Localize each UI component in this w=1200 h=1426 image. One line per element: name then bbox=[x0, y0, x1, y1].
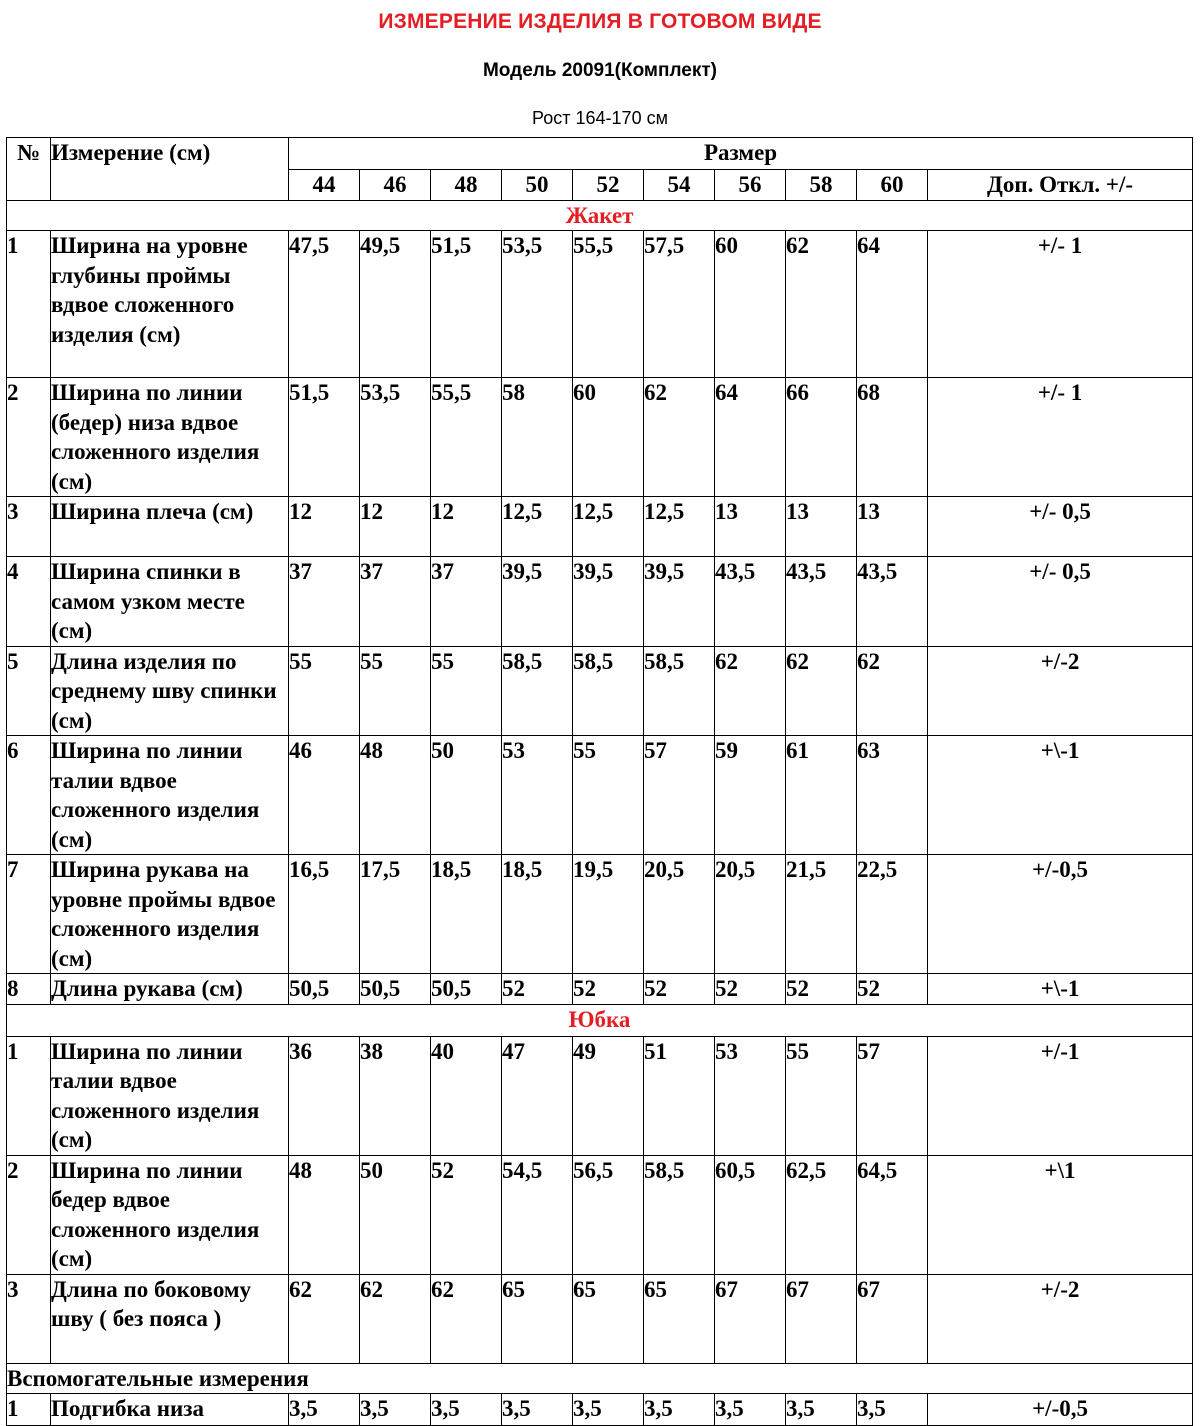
section-row bbox=[7, 1004, 1193, 1036]
measurement-value: 52 bbox=[431, 1155, 502, 1274]
measurement-table bbox=[6, 137, 1193, 1426]
measurement-value: 55 bbox=[289, 646, 360, 736]
measurement-value: 57,5 bbox=[644, 231, 715, 378]
measurement-value: 57 bbox=[644, 736, 715, 855]
measurement-name: Длина по боковому шву ( без пояса ) bbox=[51, 1274, 289, 1363]
measurement-value: 55 bbox=[786, 1036, 857, 1155]
measurement-value: 61 bbox=[786, 736, 857, 855]
row-number: 3 bbox=[7, 1274, 51, 1363]
measurement-value: 51 bbox=[644, 1036, 715, 1155]
measurement-value: 58,5 bbox=[573, 646, 644, 736]
measurement-value: 13 bbox=[715, 497, 786, 557]
aux-section-title: Вспомогательные измерения bbox=[7, 1363, 1193, 1394]
table-row bbox=[7, 231, 1193, 378]
measurement-name: Ширина рукава на уровне проймы вдвое сложенного изделия (см) bbox=[51, 855, 289, 974]
measurement-name: Ширина по линии (бедер) низа вдвое сложенного изделия (см) bbox=[51, 378, 289, 497]
measurement-value: 50,5 bbox=[289, 974, 360, 1005]
row-number: 6 bbox=[7, 736, 51, 855]
measurement-value: 52 bbox=[644, 974, 715, 1005]
size-header: 50 bbox=[502, 170, 573, 201]
measurement-value: 58 bbox=[502, 378, 573, 497]
size-header: 60 bbox=[857, 170, 928, 201]
measurement-name: Ширина спинки в самом узком месте (см) bbox=[51, 557, 289, 647]
measurement-value: 66 bbox=[786, 378, 857, 497]
measurement-name: Ширина по линии талии вдвое сложенного изделия (см) bbox=[51, 736, 289, 855]
measurement-name: Ширина по линии бедер вдвое сложенного изделия (см) bbox=[51, 1155, 289, 1274]
measurement-value: 49,5 bbox=[360, 231, 431, 378]
measurement-value: 65 bbox=[573, 1274, 644, 1363]
measurement-value: 58,5 bbox=[502, 646, 573, 736]
table-row bbox=[7, 557, 1193, 647]
measurement-value: 13 bbox=[857, 497, 928, 557]
tolerance-value: +/-0,5 bbox=[928, 855, 1193, 974]
measurement-value: 47 bbox=[502, 1036, 573, 1155]
measurement-value: 59 bbox=[715, 736, 786, 855]
measurement-value: 19,5 bbox=[573, 855, 644, 974]
size-header: 58 bbox=[786, 170, 857, 201]
measurement-value: 52 bbox=[715, 974, 786, 1005]
measurement-value: 51,5 bbox=[289, 378, 360, 497]
tolerance-value: +/- 1 bbox=[928, 231, 1193, 378]
measurement-value: 37 bbox=[431, 557, 502, 647]
measurement-name: Длина изделия по среднему шву спинки (см) bbox=[51, 646, 289, 736]
measurement-value: 57 bbox=[857, 1036, 928, 1155]
row-number: 1 bbox=[7, 231, 51, 378]
tolerance-value: +/- 0,5 bbox=[928, 557, 1193, 647]
measurement-value: 3,5 bbox=[502, 1394, 573, 1426]
size-header: 56 bbox=[715, 170, 786, 201]
aux-title-row bbox=[7, 1363, 1193, 1394]
table-row bbox=[7, 1394, 1193, 1426]
measurement-value: 53,5 bbox=[502, 231, 573, 378]
measurement-value: 18,5 bbox=[431, 855, 502, 974]
measurement-value: 37 bbox=[360, 557, 431, 647]
measurement-value: 64 bbox=[715, 378, 786, 497]
measurement-value: 3,5 bbox=[289, 1394, 360, 1426]
measurement-value: 64 bbox=[857, 231, 928, 378]
measurement-value: 50 bbox=[360, 1155, 431, 1274]
measurement-value: 53,5 bbox=[360, 378, 431, 497]
measurement-value: 12 bbox=[360, 497, 431, 557]
measurement-value: 52 bbox=[502, 974, 573, 1005]
measurement-value: 36 bbox=[289, 1036, 360, 1155]
measurement-value: 58,5 bbox=[644, 1155, 715, 1274]
section-title: Юбка bbox=[7, 1004, 1193, 1036]
measurement-value: 3,5 bbox=[786, 1394, 857, 1426]
measurement-value: 39,5 bbox=[644, 557, 715, 647]
measurement-value: 50,5 bbox=[360, 974, 431, 1005]
measurement-value: 56,5 bbox=[573, 1155, 644, 1274]
measurement-value: 48 bbox=[289, 1155, 360, 1274]
table-row bbox=[7, 974, 1193, 1005]
measurement-value: 58,5 bbox=[644, 646, 715, 736]
size-header: 54 bbox=[644, 170, 715, 201]
measurement-value: 12,5 bbox=[502, 497, 573, 557]
measurement-value: 12 bbox=[289, 497, 360, 557]
measurement-value: 52 bbox=[573, 974, 644, 1005]
measurement-value: 3,5 bbox=[857, 1394, 928, 1426]
row-number: 2 bbox=[7, 378, 51, 497]
row-number: 5 bbox=[7, 646, 51, 736]
measurement-value: 3,5 bbox=[431, 1394, 502, 1426]
tolerance-value: +\-1 bbox=[928, 736, 1193, 855]
measurement-value: 22,5 bbox=[857, 855, 928, 974]
measurement-value: 63 bbox=[857, 736, 928, 855]
header-row-1 bbox=[7, 138, 1193, 170]
measurement-value: 46 bbox=[289, 736, 360, 855]
measurement-value: 62 bbox=[786, 231, 857, 378]
row-number: 1 bbox=[7, 1394, 51, 1426]
measurement-value: 39,5 bbox=[573, 557, 644, 647]
row-number: 4 bbox=[7, 557, 51, 647]
measurement-value: 65 bbox=[502, 1274, 573, 1363]
measurement-value: 62 bbox=[289, 1274, 360, 1363]
tolerance-value: +\1 bbox=[928, 1155, 1193, 1274]
measurement-value: 3,5 bbox=[644, 1394, 715, 1426]
measurement-value: 62 bbox=[786, 646, 857, 736]
measurement-value: 3,5 bbox=[715, 1394, 786, 1426]
measurement-value: 48 bbox=[360, 736, 431, 855]
table-body bbox=[7, 138, 1193, 1426]
measurement-value: 65 bbox=[644, 1274, 715, 1363]
measurement-value: 13 bbox=[786, 497, 857, 557]
measurement-value: 43,5 bbox=[715, 557, 786, 647]
tolerance-value: +/-2 bbox=[928, 646, 1193, 736]
measurement-value: 3,5 bbox=[360, 1394, 431, 1426]
tolerance-value: +/- 1 bbox=[928, 378, 1193, 497]
col-measure-header: Измерение (см) bbox=[51, 138, 289, 201]
col-size-header: Размер bbox=[289, 138, 1193, 170]
measurement-value: 20,5 bbox=[715, 855, 786, 974]
measurement-name: Длина рукава (см) bbox=[51, 974, 289, 1005]
measurement-value: 62 bbox=[431, 1274, 502, 1363]
measurement-value: 67 bbox=[715, 1274, 786, 1363]
tolerance-value: +/-2 bbox=[928, 1274, 1193, 1363]
size-header: 52 bbox=[573, 170, 644, 201]
tolerance-value: +/-1 bbox=[928, 1036, 1193, 1155]
measurement-value: 55 bbox=[360, 646, 431, 736]
measurement-value: 64,5 bbox=[857, 1155, 928, 1274]
measurement-value: 68 bbox=[857, 378, 928, 497]
measurement-value: 55,5 bbox=[573, 231, 644, 378]
measurement-value: 60,5 bbox=[715, 1155, 786, 1274]
measurement-value: 51,5 bbox=[431, 231, 502, 378]
measurement-name: Подгибка низа bbox=[51, 1394, 289, 1426]
section-title: Жакет bbox=[7, 200, 1193, 231]
measurement-value: 18,5 bbox=[502, 855, 573, 974]
measurement-value: 16,5 bbox=[289, 855, 360, 974]
measurement-value: 55 bbox=[431, 646, 502, 736]
measurement-value: 40 bbox=[431, 1036, 502, 1155]
measurement-value: 60 bbox=[573, 378, 644, 497]
col-num-header: № bbox=[7, 138, 51, 201]
measurement-value: 12 bbox=[431, 497, 502, 557]
measurement-value: 39,5 bbox=[502, 557, 573, 647]
table-row bbox=[7, 378, 1193, 497]
measurement-value: 50,5 bbox=[431, 974, 502, 1005]
row-number: 7 bbox=[7, 855, 51, 974]
table-row bbox=[7, 855, 1193, 974]
measurement-value: 43,5 bbox=[857, 557, 928, 647]
tolerance-value: +\-1 bbox=[928, 974, 1193, 1005]
measurement-value: 62 bbox=[857, 646, 928, 736]
measurement-value: 47,5 bbox=[289, 231, 360, 378]
table-row bbox=[7, 646, 1193, 736]
measurement-value: 62 bbox=[715, 646, 786, 736]
measurement-name: Ширина плеча (см) bbox=[51, 497, 289, 557]
table-row bbox=[7, 736, 1193, 855]
size-header: 46 bbox=[360, 170, 431, 201]
measurement-name: Ширина на уровне глубины проймы вдвое сложенного изделия (см) bbox=[51, 231, 289, 378]
measurement-value: 53 bbox=[715, 1036, 786, 1155]
measurement-value: 20,5 bbox=[644, 855, 715, 974]
section-row bbox=[7, 200, 1193, 231]
measurement-value: 55,5 bbox=[431, 378, 502, 497]
tolerance-value: +/- 0,5 bbox=[928, 497, 1193, 557]
measurement-value: 60 bbox=[715, 231, 786, 378]
measurement-value: 53 bbox=[502, 736, 573, 855]
model-label: Модель 20091(Комплект) bbox=[482, 60, 717, 81]
measurement-value: 67 bbox=[857, 1274, 928, 1363]
measurement-name: Ширина по линии талии вдвое сложенного изделия (см) bbox=[51, 1036, 289, 1155]
table-row bbox=[7, 1036, 1193, 1155]
measurement-value: 67 bbox=[786, 1274, 857, 1363]
size-header: 48 bbox=[431, 170, 502, 201]
document-title: ИЗМЕРЕНИЕ ИЗДЕЛИЯ В ГОТОВОМ ВИДЕ bbox=[378, 10, 822, 33]
table-row bbox=[7, 1155, 1193, 1274]
size-header: 44 bbox=[289, 170, 360, 201]
measurement-value: 55 bbox=[573, 736, 644, 855]
table-row bbox=[7, 1274, 1193, 1363]
measurement-value: 17,5 bbox=[360, 855, 431, 974]
measurement-value: 3,5 bbox=[573, 1394, 644, 1426]
measurement-value: 12,5 bbox=[573, 497, 644, 557]
row-number: 1 bbox=[7, 1036, 51, 1155]
row-number: 2 bbox=[7, 1155, 51, 1274]
row-number: 3 bbox=[7, 497, 51, 557]
measurement-value: 54,5 bbox=[502, 1155, 573, 1274]
measurement-value: 21,5 bbox=[786, 855, 857, 974]
measurement-value: 37 bbox=[289, 557, 360, 647]
measurement-value: 50 bbox=[431, 736, 502, 855]
measurement-value: 49 bbox=[573, 1036, 644, 1155]
measurement-value: 62 bbox=[644, 378, 715, 497]
col-tolerance-header: Доп. Откл. +/- bbox=[928, 170, 1193, 201]
height-label: Рост 164-170 см bbox=[532, 108, 668, 128]
measurement-value: 62 bbox=[360, 1274, 431, 1363]
row-number: 8 bbox=[7, 974, 51, 1005]
tolerance-value: +/-0,5 bbox=[928, 1394, 1193, 1426]
measurement-value: 52 bbox=[857, 974, 928, 1005]
table-row bbox=[7, 497, 1193, 557]
measurement-value: 38 bbox=[360, 1036, 431, 1155]
measurement-value: 12,5 bbox=[644, 497, 715, 557]
measurement-value: 62,5 bbox=[786, 1155, 857, 1274]
measurement-value: 43,5 bbox=[786, 557, 857, 647]
measurement-value: 52 bbox=[786, 974, 857, 1005]
